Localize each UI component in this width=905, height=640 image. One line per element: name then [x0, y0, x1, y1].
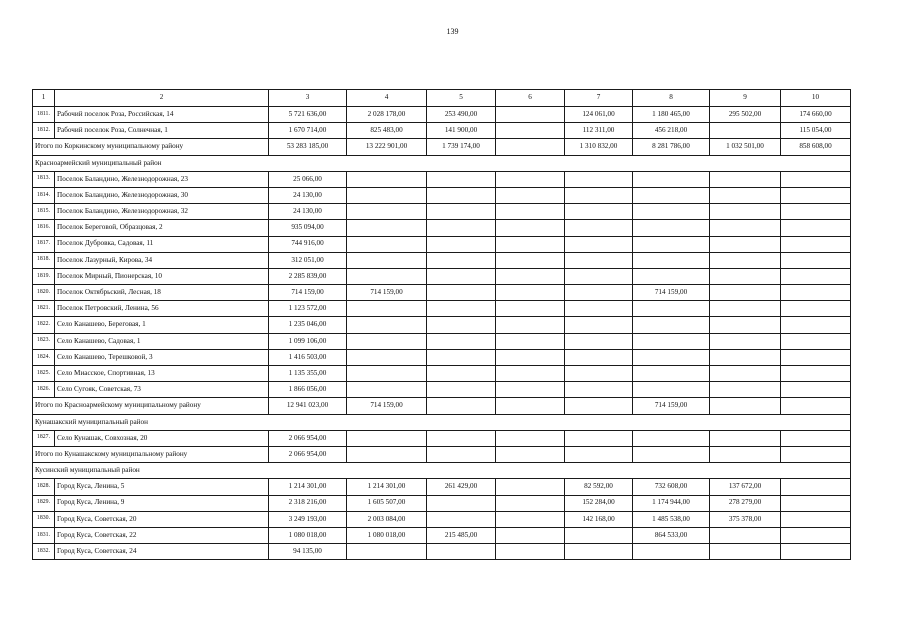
table-row — [33, 317, 851, 333]
value-cell: 714 159,00 — [269, 285, 347, 301]
value-cell — [633, 301, 710, 317]
value-cell — [565, 252, 633, 268]
value-cell: 312 051,00 — [269, 252, 347, 268]
value-cell — [710, 123, 781, 139]
value-cell: 714 159,00 — [633, 285, 710, 301]
table-row — [33, 204, 851, 220]
row-number: 1829. — [33, 495, 55, 511]
table-row — [33, 544, 851, 560]
table-row — [33, 236, 851, 252]
value-cell — [565, 349, 633, 365]
value-cell — [710, 268, 781, 284]
value-cell — [710, 430, 781, 446]
header-cell: 2 — [55, 90, 269, 107]
value-cell — [427, 268, 496, 284]
value-cell — [781, 511, 851, 527]
value-cell — [427, 495, 496, 511]
row-number: 1831. — [33, 527, 55, 543]
total-row — [33, 446, 851, 462]
value-cell: 1 214 301,00 — [269, 479, 347, 495]
value-cell — [633, 333, 710, 349]
page-number: 139 — [446, 27, 459, 36]
value-cell — [781, 333, 851, 349]
value-cell: 141 900,00 — [427, 123, 496, 139]
row-number: 1818. — [33, 252, 55, 268]
value-cell: 24 130,00 — [269, 204, 347, 220]
value-cell — [496, 268, 565, 284]
table-row — [33, 349, 851, 365]
value-cell: 1 416 503,00 — [269, 349, 347, 365]
value-cell — [781, 349, 851, 365]
row-number: 1815. — [33, 204, 55, 220]
value-cell: 137 672,00 — [710, 479, 781, 495]
district-name: Красноармейский муниципальный район — [33, 155, 851, 171]
value-cell: 124 061,00 — [565, 107, 633, 123]
value-cell — [710, 527, 781, 543]
value-cell — [496, 333, 565, 349]
value-cell — [347, 317, 427, 333]
row-number: 1814. — [33, 187, 55, 203]
value-cell — [496, 123, 565, 139]
total-label: Итого по Коркинскому муниципальному району — [33, 139, 269, 155]
value-cell: 152 284,00 — [565, 495, 633, 511]
row-number: 1816. — [33, 220, 55, 236]
value-cell: 2 003 084,00 — [347, 511, 427, 527]
value-cell: 864 533,00 — [633, 527, 710, 543]
value-cell: 5 721 636,00 — [269, 107, 347, 123]
row-number: 1823. — [33, 333, 55, 349]
value-cell: 25 066,00 — [269, 171, 347, 187]
value-cell — [565, 333, 633, 349]
address-cell: Рабочий поселок Роза, Солнечная, 1 — [55, 123, 269, 139]
address-cell: Город Куса, Советская, 22 — [55, 527, 269, 543]
value-cell — [565, 366, 633, 382]
address-cell: Город Куса, Ленина, 5 — [55, 479, 269, 495]
row-number: 1817. — [33, 236, 55, 252]
row-number: 1819. — [33, 268, 55, 284]
header-cell: 9 — [710, 90, 781, 107]
value-cell — [710, 236, 781, 252]
header-cell: 8 — [633, 90, 710, 107]
district-header-row — [33, 463, 851, 479]
value-cell — [710, 204, 781, 220]
value-cell — [710, 446, 781, 462]
address-cell: Поселок Баландино, Железнодорожная, 30 — [55, 187, 269, 203]
address-cell: Город Куса, Советская, 20 — [55, 511, 269, 527]
registry-table — [32, 89, 851, 560]
district-name: Кусинский муниципальный район — [33, 463, 851, 479]
value-cell: 24 130,00 — [269, 187, 347, 203]
header-row — [33, 90, 851, 107]
address-cell: Село Миасское, Спортивная, 13 — [55, 366, 269, 382]
value-cell — [496, 511, 565, 527]
address-cell: Поселок Петровский, Ленина, 56 — [55, 301, 269, 317]
value-cell: 375 378,00 — [710, 511, 781, 527]
value-cell: 1 123 572,00 — [269, 301, 347, 317]
value-cell — [633, 317, 710, 333]
row-number: 1811. — [33, 107, 55, 123]
value-cell — [633, 349, 710, 365]
value-cell — [496, 285, 565, 301]
value-cell — [565, 204, 633, 220]
value-cell — [347, 171, 427, 187]
value-cell: 1 866 056,00 — [269, 382, 347, 398]
value-cell — [496, 430, 565, 446]
header-cell: 5 — [427, 90, 496, 107]
address-cell: Поселок Баландино, Железнодорожная, 32 — [55, 204, 269, 220]
value-cell — [347, 382, 427, 398]
value-cell — [633, 446, 710, 462]
value-cell — [710, 333, 781, 349]
value-cell — [427, 301, 496, 317]
total-row — [33, 398, 851, 414]
value-cell — [347, 366, 427, 382]
address-cell: Поселок Октябрьский, Лесная, 18 — [55, 285, 269, 301]
value-cell — [781, 171, 851, 187]
value-cell — [427, 544, 496, 560]
table-row — [33, 171, 851, 187]
header-cell: 4 — [347, 90, 427, 107]
value-cell: 278 279,00 — [710, 495, 781, 511]
value-cell: 8 281 786,00 — [633, 139, 710, 155]
value-cell — [565, 430, 633, 446]
value-cell — [496, 446, 565, 462]
total-label: Итого по Красноармейскому муниципальному району — [33, 398, 269, 414]
value-cell: 82 592,00 — [565, 479, 633, 495]
district-name: Кунашакский муниципальный район — [33, 414, 851, 430]
value-cell — [710, 382, 781, 398]
value-cell — [347, 301, 427, 317]
address-cell: Поселок Дубровка, Садовая, 11 — [55, 236, 269, 252]
value-cell — [496, 366, 565, 382]
value-cell — [633, 171, 710, 187]
value-cell — [496, 107, 565, 123]
row-number: 1832. — [33, 544, 55, 560]
value-cell — [347, 236, 427, 252]
table-row — [33, 301, 851, 317]
value-cell — [633, 382, 710, 398]
table-row — [33, 107, 851, 123]
value-cell — [781, 317, 851, 333]
district-header-row — [33, 414, 851, 430]
table-row — [33, 285, 851, 301]
value-cell — [633, 544, 710, 560]
value-cell — [496, 187, 565, 203]
row-number: 1813. — [33, 171, 55, 187]
table-row — [33, 123, 851, 139]
header-cell: 6 — [496, 90, 565, 107]
value-cell: 1 235 046,00 — [269, 317, 347, 333]
value-cell — [710, 220, 781, 236]
value-cell: 714 159,00 — [347, 398, 427, 414]
value-cell — [427, 187, 496, 203]
row-number: 1821. — [33, 301, 55, 317]
value-cell — [710, 317, 781, 333]
value-cell — [496, 301, 565, 317]
value-cell — [781, 366, 851, 382]
value-cell — [347, 430, 427, 446]
value-cell: 253 490,00 — [427, 107, 496, 123]
value-cell — [427, 252, 496, 268]
value-cell — [427, 317, 496, 333]
value-cell — [427, 430, 496, 446]
value-cell — [633, 366, 710, 382]
value-cell — [496, 349, 565, 365]
value-cell — [781, 398, 851, 414]
value-cell — [633, 430, 710, 446]
value-cell — [427, 220, 496, 236]
value-cell: 1 310 832,00 — [565, 139, 633, 155]
row-number: 1812. — [33, 123, 55, 139]
value-cell — [781, 220, 851, 236]
value-cell: 456 218,00 — [633, 123, 710, 139]
value-cell — [633, 268, 710, 284]
value-cell — [633, 220, 710, 236]
value-cell — [427, 204, 496, 220]
address-cell: Город Куса, Ленина, 9 — [55, 495, 269, 511]
address-cell: Рабочий поселок Роза, Российская, 14 — [55, 107, 269, 123]
district-header-row — [33, 155, 851, 171]
value-cell — [565, 301, 633, 317]
value-cell: 935 094,00 — [269, 220, 347, 236]
total-label: Итого по Кунашакскому муниципальному району — [33, 446, 269, 462]
table-row — [33, 187, 851, 203]
value-cell: 215 485,00 — [427, 527, 496, 543]
value-cell — [710, 252, 781, 268]
value-cell — [427, 511, 496, 527]
value-cell — [565, 446, 633, 462]
value-cell: 714 159,00 — [347, 285, 427, 301]
value-cell — [781, 479, 851, 495]
total-row — [33, 139, 851, 155]
table-row — [33, 333, 851, 349]
value-cell: 732 608,00 — [633, 479, 710, 495]
row-number: 1822. — [33, 317, 55, 333]
row-number: 1828. — [33, 479, 55, 495]
value-cell — [781, 382, 851, 398]
value-cell — [710, 398, 781, 414]
value-cell — [565, 187, 633, 203]
value-cell: 115 054,00 — [781, 123, 851, 139]
value-cell — [496, 236, 565, 252]
table-row — [33, 495, 851, 511]
value-cell: 1 080 018,00 — [347, 527, 427, 543]
value-cell: 295 502,00 — [710, 107, 781, 123]
value-cell — [710, 285, 781, 301]
value-cell: 2 028 178,00 — [347, 107, 427, 123]
value-cell — [496, 171, 565, 187]
header-cell: 1 — [33, 90, 55, 107]
value-cell: 1 180 465,00 — [633, 107, 710, 123]
table-row — [33, 511, 851, 527]
table-row — [33, 252, 851, 268]
value-cell — [781, 544, 851, 560]
table-row — [33, 479, 851, 495]
address-cell: Село Кунашак, Совхозная, 20 — [55, 430, 269, 446]
value-cell — [565, 527, 633, 543]
value-cell — [496, 479, 565, 495]
value-cell — [427, 398, 496, 414]
table-row — [33, 382, 851, 398]
table-row — [33, 220, 851, 236]
value-cell — [496, 317, 565, 333]
value-cell — [565, 317, 633, 333]
address-cell: Село Сугояк, Советская, 73 — [55, 382, 269, 398]
value-cell — [565, 220, 633, 236]
value-cell — [781, 527, 851, 543]
value-cell: 1 214 301,00 — [347, 479, 427, 495]
address-cell: Поселок Лазурный, Кирова, 34 — [55, 252, 269, 268]
value-cell — [496, 495, 565, 511]
value-cell: 94 135,00 — [269, 544, 347, 560]
value-cell — [427, 171, 496, 187]
value-cell — [347, 446, 427, 462]
row-number: 1826. — [33, 382, 55, 398]
value-cell — [710, 171, 781, 187]
value-cell — [347, 349, 427, 365]
value-cell — [710, 349, 781, 365]
value-cell — [427, 236, 496, 252]
address-cell: Село Канашево, Садовая, 1 — [55, 333, 269, 349]
row-number: 1827. — [33, 430, 55, 446]
value-cell — [781, 236, 851, 252]
value-cell — [781, 204, 851, 220]
value-cell — [347, 187, 427, 203]
address-cell: Село Канашево, Береговая, 1 — [55, 317, 269, 333]
value-cell: 1 135 355,00 — [269, 366, 347, 382]
value-cell: 2 318 216,00 — [269, 495, 347, 511]
value-cell — [427, 285, 496, 301]
value-cell: 1 099 106,00 — [269, 333, 347, 349]
value-cell — [347, 252, 427, 268]
value-cell — [710, 187, 781, 203]
value-cell: 261 429,00 — [427, 479, 496, 495]
value-cell — [427, 446, 496, 462]
value-cell: 1 670 714,00 — [269, 123, 347, 139]
table-row — [33, 430, 851, 446]
value-cell: 2 066 954,00 — [269, 430, 347, 446]
value-cell: 112 311,00 — [565, 123, 633, 139]
value-cell — [781, 252, 851, 268]
value-cell: 744 916,00 — [269, 236, 347, 252]
value-cell: 53 283 185,00 — [269, 139, 347, 155]
value-cell: 2 285 839,00 — [269, 268, 347, 284]
address-cell: Село Канашево, Терешковой, 3 — [55, 349, 269, 365]
value-cell — [496, 527, 565, 543]
value-cell — [427, 349, 496, 365]
address-cell: Поселок Баландино, Железнодорожная, 23 — [55, 171, 269, 187]
value-cell: 1 739 174,00 — [427, 139, 496, 155]
value-cell — [565, 398, 633, 414]
value-cell — [347, 204, 427, 220]
value-cell — [565, 285, 633, 301]
row-number: 1830. — [33, 511, 55, 527]
value-cell: 2 066 954,00 — [269, 446, 347, 462]
value-cell — [496, 220, 565, 236]
value-cell — [427, 366, 496, 382]
value-cell: 1 174 944,00 — [633, 495, 710, 511]
value-cell — [565, 544, 633, 560]
value-cell — [496, 382, 565, 398]
address-cell: Поселок Береговой, Образцовая, 2 — [55, 220, 269, 236]
value-cell: 858 608,00 — [781, 139, 851, 155]
value-cell — [496, 204, 565, 220]
value-cell: 1 605 507,00 — [347, 495, 427, 511]
row-number: 1824. — [33, 349, 55, 365]
value-cell — [496, 139, 565, 155]
value-cell — [633, 252, 710, 268]
value-cell — [781, 301, 851, 317]
value-cell — [633, 204, 710, 220]
header-cell: 7 — [565, 90, 633, 107]
value-cell — [781, 446, 851, 462]
table-body — [33, 90, 851, 560]
value-cell — [781, 268, 851, 284]
value-cell — [565, 236, 633, 252]
row-number: 1820. — [33, 285, 55, 301]
value-cell — [710, 366, 781, 382]
value-cell: 1 080 018,00 — [269, 527, 347, 543]
value-cell — [496, 252, 565, 268]
value-cell: 1 032 501,00 — [710, 139, 781, 155]
value-cell: 12 941 023,00 — [269, 398, 347, 414]
table-row — [33, 268, 851, 284]
value-cell — [781, 495, 851, 511]
value-cell — [496, 544, 565, 560]
header-cell: 3 — [269, 90, 347, 107]
value-cell — [347, 333, 427, 349]
value-cell — [781, 285, 851, 301]
row-number: 1825. — [33, 366, 55, 382]
value-cell — [565, 268, 633, 284]
value-cell — [633, 187, 710, 203]
value-cell — [347, 544, 427, 560]
value-cell — [496, 398, 565, 414]
value-cell — [781, 430, 851, 446]
value-cell — [427, 382, 496, 398]
value-cell — [347, 220, 427, 236]
value-cell: 142 168,00 — [565, 511, 633, 527]
value-cell — [633, 236, 710, 252]
table-row — [33, 366, 851, 382]
value-cell: 714 159,00 — [633, 398, 710, 414]
value-cell: 825 483,00 — [347, 123, 427, 139]
value-cell — [710, 301, 781, 317]
value-cell — [427, 333, 496, 349]
value-cell — [565, 171, 633, 187]
address-cell: Город Куса, Советская, 24 — [55, 544, 269, 560]
value-cell: 1 485 538,00 — [633, 511, 710, 527]
table-row — [33, 527, 851, 543]
value-cell: 3 249 193,00 — [269, 511, 347, 527]
header-cell: 10 — [781, 90, 851, 107]
value-cell — [781, 187, 851, 203]
value-cell — [565, 382, 633, 398]
address-cell: Поселок Мирный, Пионерская, 10 — [55, 268, 269, 284]
value-cell: 174 660,00 — [781, 107, 851, 123]
value-cell: 13 222 901,00 — [347, 139, 427, 155]
value-cell — [347, 268, 427, 284]
value-cell — [710, 544, 781, 560]
